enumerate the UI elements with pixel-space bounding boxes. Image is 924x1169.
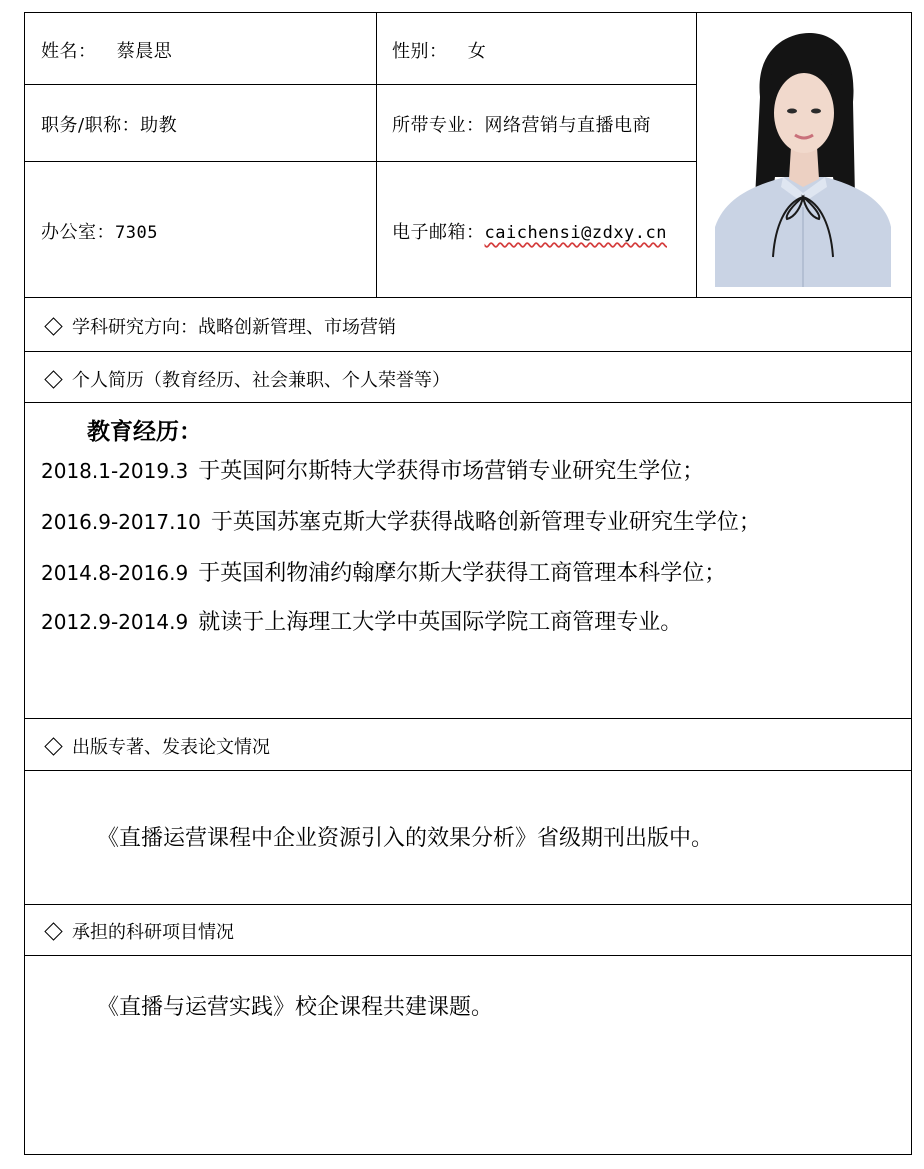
row-divider-2: [25, 161, 696, 162]
office-field: [41, 218, 158, 244]
gender-value: 女: [467, 41, 487, 62]
education-item: [41, 556, 726, 587]
major-field: [392, 111, 651, 137]
education-date: 2016.9-2017.10: [41, 510, 201, 534]
row-divider-9: [25, 955, 911, 956]
office-label: 办公室：: [41, 222, 115, 243]
name-field: [41, 37, 172, 63]
email-value[interactable]: caichensi@zdxy.cn: [484, 223, 667, 243]
diamond-icon: [44, 370, 62, 388]
major-value: 网络营销与直播电商: [484, 115, 651, 136]
email-label: 电子邮箱：: [392, 222, 485, 243]
education-item: [41, 605, 682, 636]
portrait-image: [715, 27, 891, 287]
col-divider-2: [696, 13, 697, 297]
resume-header-row: [43, 366, 450, 392]
gender-label: 性别：: [392, 41, 448, 62]
education-item: [41, 454, 704, 485]
publications-content: 《直播运营课程中企业资源引入的效果分析》省级期刊出版中。: [97, 826, 714, 851]
row-divider-1: [25, 84, 696, 85]
projects-header-text: 承担的科研项目情况: [72, 922, 234, 943]
research-direction-row: [43, 313, 396, 339]
education-text: 于英国利物浦约翰摩尔斯大学获得工商管理本科学位；: [198, 561, 727, 586]
publications-header-text: 出版专著、发表论文情况: [72, 737, 270, 758]
projects-content: 《直播与运营实践》校企课程共建课题。: [97, 995, 494, 1020]
publications-header-row: [43, 733, 270, 759]
resume-header-text: 个人简历（教育经历、社会兼职、个人荣誉等）: [72, 370, 450, 391]
row-divider-8: [25, 904, 911, 905]
title-label: 职务/职称：: [41, 115, 141, 136]
row-divider-3: [25, 297, 911, 298]
diamond-icon: [44, 737, 62, 755]
education-date: 2012.9-2014.9: [41, 610, 189, 634]
education-date: 2014.8-2016.9: [41, 561, 189, 585]
name-label: 姓名：: [41, 41, 97, 62]
name-value: 蔡晨思: [116, 41, 173, 62]
major-label: 所带专业：: [392, 115, 485, 136]
diamond-icon: [44, 922, 62, 940]
row-divider-4: [25, 351, 911, 352]
office-value: 7305: [115, 223, 158, 243]
title-field: [41, 111, 177, 137]
research-direction-text: 学科研究方向：战略创新管理、市场营销: [72, 317, 396, 338]
education-heading: 教育经历：: [87, 418, 202, 445]
profile-form: [24, 12, 912, 1155]
row-divider-5: [25, 402, 911, 403]
row-divider-7: [25, 770, 911, 771]
title-value: 助教: [140, 115, 178, 136]
education-text: 于英国阿尔斯特大学获得市场营销专业研究生学位；: [198, 459, 705, 484]
gender-field: [392, 37, 486, 63]
education-text: 就读于上海理工大学中英国际学院工商管理专业。: [198, 610, 683, 635]
education-item: [41, 505, 761, 536]
education-text: 于英国苏塞克斯大学获得战略创新管理专业研究生学位；: [210, 510, 761, 535]
row-divider-6: [25, 718, 911, 719]
col-divider-1: [376, 13, 377, 297]
profile-photo: [715, 27, 891, 287]
projects-header-row: [43, 918, 234, 944]
email-field: [392, 218, 667, 244]
diamond-icon: [44, 317, 62, 335]
education-date: 2018.1-2019.3: [41, 459, 189, 483]
